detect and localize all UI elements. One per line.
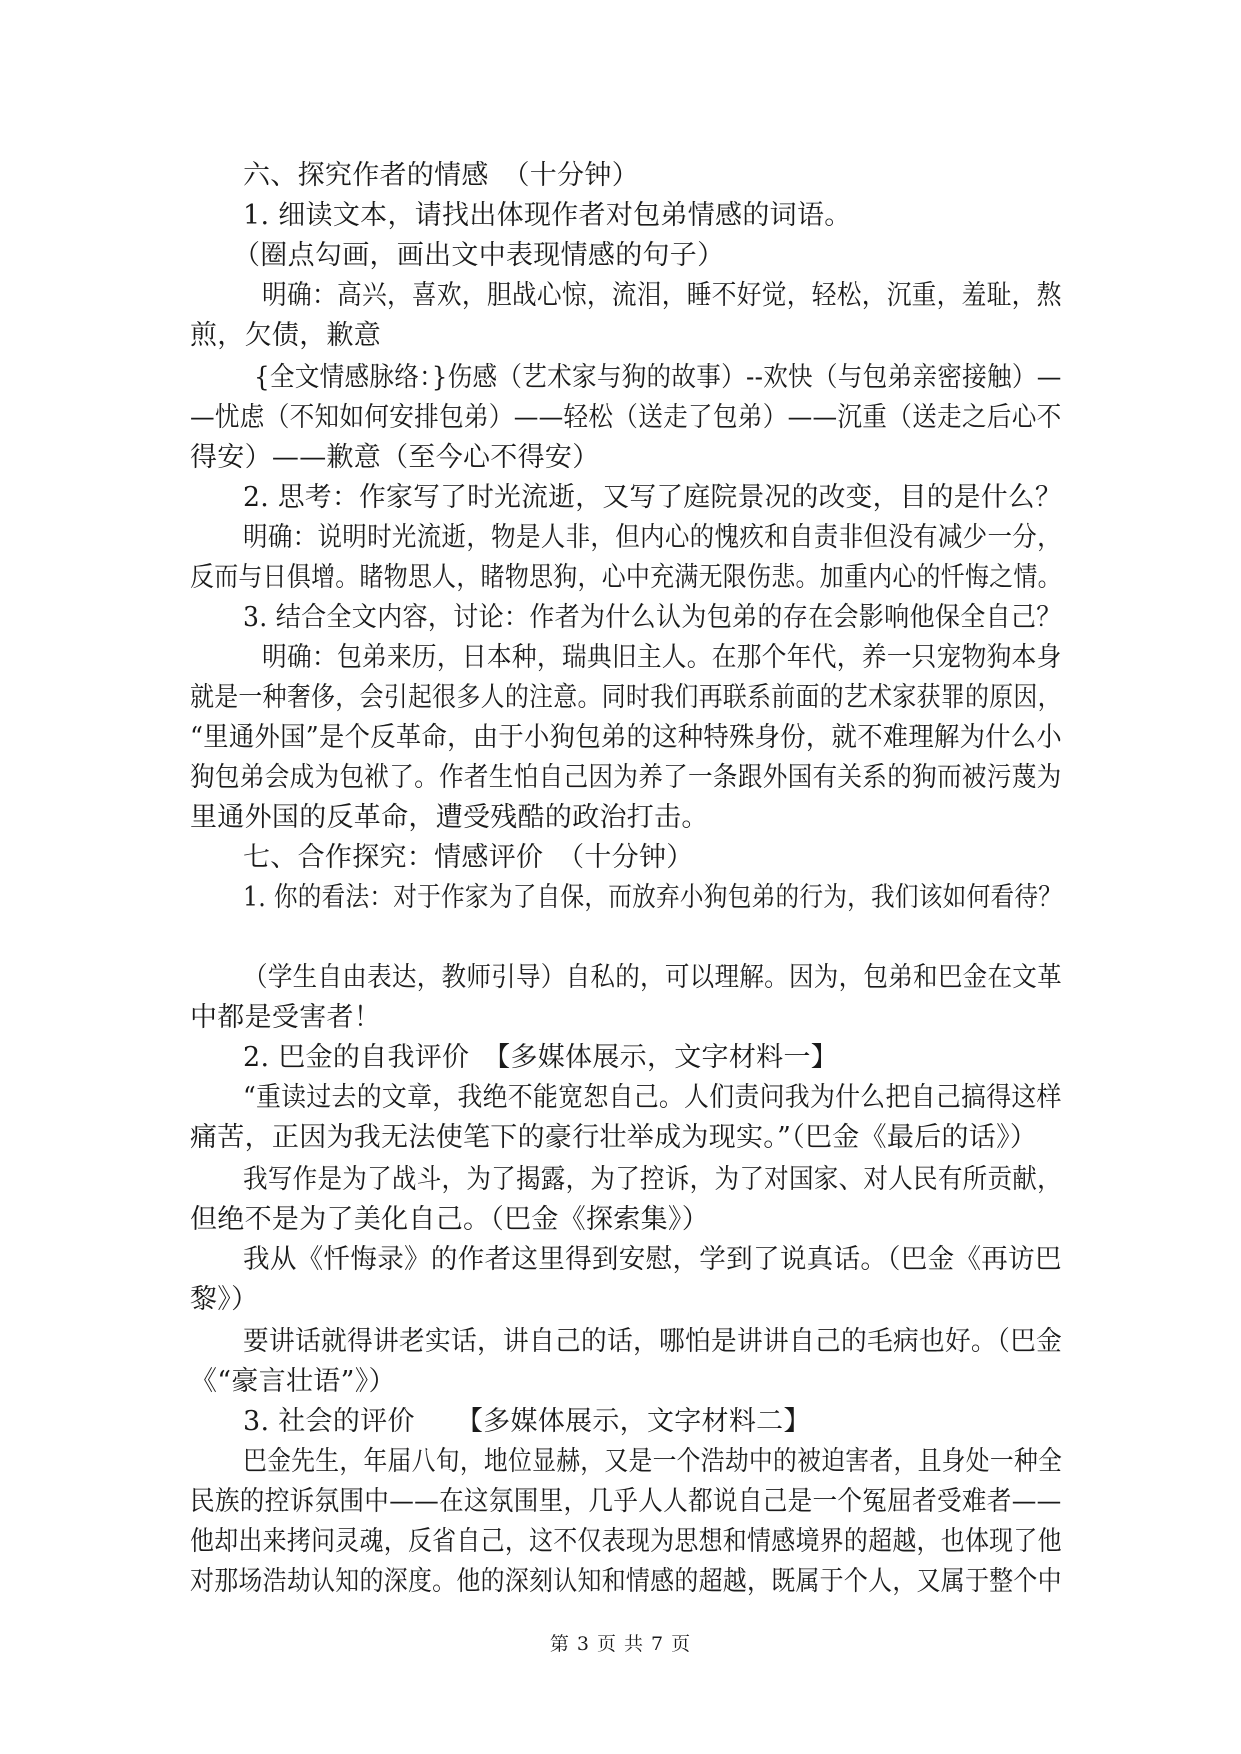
answer-3-line-4: 狗包弟会成为包袱了。作者生怕自己因为养了一条跟外国有关系的狗而被污蔑为 bbox=[190, 762, 1062, 793]
quote-4-line-1: 要讲话就得讲老实话，讲自己的话，哪怕是讲讲自己的毛病也好。（巴金 bbox=[243, 1326, 1063, 1357]
question-1-text: 1. 细读文本，请找出体现作者对包弟情感的词语。 bbox=[243, 200, 852, 231]
emotion-line-2: —忧虑（不知如何安排包弟）——轻松（送走了包弟）——沉重（送走之后心不 bbox=[190, 402, 1062, 433]
evaluation-line-1: 巴金先生，年届八旬，地位显赫，又是一个浩劫中的被迫害者，且身处一种全 bbox=[243, 1446, 1063, 1477]
question-2-text: 2. 思考：作家写了时光流逝，又写了庭院景况的改变，目的是什么？ bbox=[243, 482, 1062, 513]
question-7-3-text: 3. 社会的评价 【多媒体展示，文字材料二】 bbox=[243, 1406, 811, 1437]
quote-1-line-1: “重读过去的文章，我绝不能宽恕自己。人们责问我为什么把自己搞得这样 bbox=[243, 1082, 1062, 1113]
answer-3-line-3: “里通外国”是个反革命，由于小狗包弟的这种特殊身份，就不难理解为什么小 bbox=[190, 722, 1063, 753]
quote-1-line-2: 痛苦，正因为我无法使笔下的豪行壮举成为现实。”（巴金《最后的话》） bbox=[190, 1122, 1038, 1153]
answer-7-1-line-2: 中都是受害者！ bbox=[190, 1002, 382, 1033]
quote-2-line-1: 我写作是为了战斗，为了揭露，为了控诉，为了对国家、对人民有所贡献， bbox=[243, 1164, 1062, 1195]
answer-1-line-2: 煎，欠债，歉意 bbox=[190, 320, 382, 351]
evaluation-line-4: 对那场浩劫认知的深度。他的深刻认知和情感的超越，既属于个人，又属于整个中 bbox=[190, 1566, 1062, 1597]
answer-7-1-line-1: （学生自由表达，教师引导）自私的，可以理解。因为，包弟和巴金在文革 bbox=[243, 962, 1062, 993]
question-3-text: 3. 结合全文内容，讨论：作者为什么认为包弟的存在会影响他保全自己？ bbox=[243, 602, 1062, 633]
answer-2-line-1: 明确：说明时光流逝，物是人非，但内心的愧疚和自责非但没有减少一分， bbox=[243, 522, 1062, 553]
quote-2-line-2: 但绝不是为了美化自己。（巴金《探索集》） bbox=[190, 1204, 709, 1235]
evaluation-line-3: 他却出来拷问灵魂，反省自己，这不仅表现为思想和情感境界的超越，也体现了他 bbox=[190, 1526, 1062, 1557]
answer-3-line-2: 就是一种奢侈，会引起很多人的注意。同时我们再联系前面的艺术家获罪的原因， bbox=[190, 682, 1062, 713]
quote-4-line-2: 《“豪言壮语”》） bbox=[190, 1366, 396, 1397]
question-7-1-text: 1. 你的看法：对于作家为了自保，而放弃小狗包弟的行为，我们该如何看待？ bbox=[243, 882, 1063, 913]
page-footer: 第 3 页 共 7 页 bbox=[549, 1633, 692, 1655]
evaluation-line-2: 民族的控诉氛围中——在这氛围里，几乎人人都说自己是一个冤屈者受难者—— bbox=[190, 1486, 1062, 1517]
question-7-2-text: 2. 巴金的自我评价 【多媒体展示，文字材料一】 bbox=[243, 1042, 839, 1073]
section-heading-7: 七、合作探究：情感评价 （十分钟） bbox=[243, 842, 694, 873]
quote-3-line-2: 黎》） bbox=[190, 1284, 259, 1315]
quote-3-line-1: 我从《忏悔录》的作者这里得到安慰，学到了说真话。（巴金《再访巴 bbox=[243, 1244, 1062, 1275]
answer-3-line-1: 明确：包弟来历，日本种，瑞典旧主人。在那个年代，养一只宠物狗本身 bbox=[262, 642, 1062, 673]
answer-3-line-5: 里通外国的反革命，遭受残酷的政治打击。 bbox=[190, 802, 709, 833]
answer-2-line-2: 反而与日俱增。睹物思人，睹物思狗，心中充满无限伤悲。加重内心的忏悔之情。 bbox=[190, 562, 1062, 593]
emotion-line-1: {全文情感脉络：}伤感（艺术家与狗的故事）--欢快（与包弟亲密接触）— bbox=[254, 362, 1062, 393]
instruction-text: （圈点勾画，画出文中表现情感的句子） bbox=[233, 240, 725, 271]
emotion-line-3: 得安）——歉意（至今心不得安） bbox=[190, 442, 600, 473]
answer-1-line-1: 明确：高兴，喜欢，胆战心惊，流泪，睡不好觉，轻松，沉重，羞耻，熬 bbox=[262, 280, 1062, 311]
section-heading-6: 六、探究作者的情感 （十分钟） bbox=[243, 160, 639, 191]
